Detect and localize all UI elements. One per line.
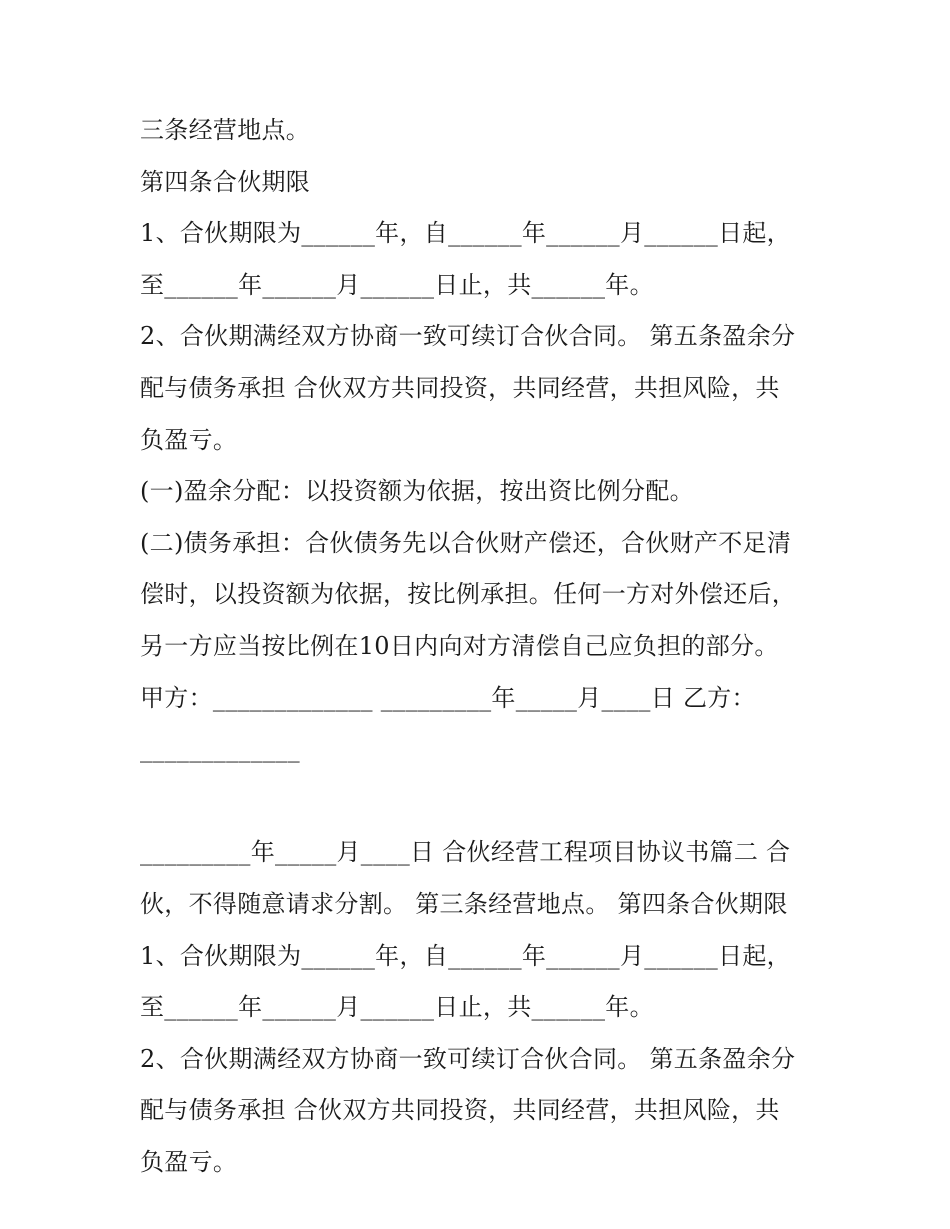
text-line: (一)盈余分配：以投资额为依据，按出资比例分配。 <box>140 477 694 506</box>
text-line: 至______年______月______日止，共______年。 <box>140 270 654 299</box>
section-heading: 第四条合伙期限 <box>140 167 311 196</box>
text-line: _________年_____月____日 合伙经营工程项目协议书篇二 合 <box>140 838 791 867</box>
blank-line <box>140 776 820 828</box>
text-line: 偿时，以投资额为依据，按比例承担。任何一方对外偿还后， <box>140 580 797 609</box>
text-line: (二)债务承担：合伙债务先以合伙财产偿还，合伙财产不足清 <box>140 528 792 557</box>
signature-line: 甲方：_____________ _________年_____月____日 乙方： <box>140 683 756 712</box>
text-line: 三条经营地点。 <box>140 116 311 144</box>
document-body <box>140 105 820 1188</box>
text-line: 伙，不得随意请求分割。 第三条经营地点。 第四条合伙期限 <box>140 889 788 918</box>
text-line: 配与债务承担 合伙双方共同投资，共同经营，共担风险，共 <box>140 1096 780 1125</box>
text-line: 1、合伙期限为______年，自______年______月______日起， <box>140 941 791 970</box>
text-line: 1、合伙期限为______年，自______年______月______日起， <box>140 219 791 248</box>
text-line: 负盈亏。 <box>140 425 238 454</box>
text-line: 2、合伙期满经双方协商一致可续订合伙合同。 第五条盈余分 <box>140 1044 796 1073</box>
text-line: 2、合伙期满经双方协商一致可续订合伙合同。 第五条盈余分 <box>140 322 796 351</box>
text-line: 负盈亏。 <box>140 1147 238 1176</box>
text-line: 另一方应当按比例在10日内向对方清偿自己应负担的部分。 <box>140 631 779 660</box>
text-line: 配与债务承担 合伙双方共同投资，共同经营，共担风险，共 <box>140 373 780 402</box>
text-line: 至______年______月______日止，共______年。 <box>140 993 654 1022</box>
signature-blank: _____________ <box>140 735 300 764</box>
